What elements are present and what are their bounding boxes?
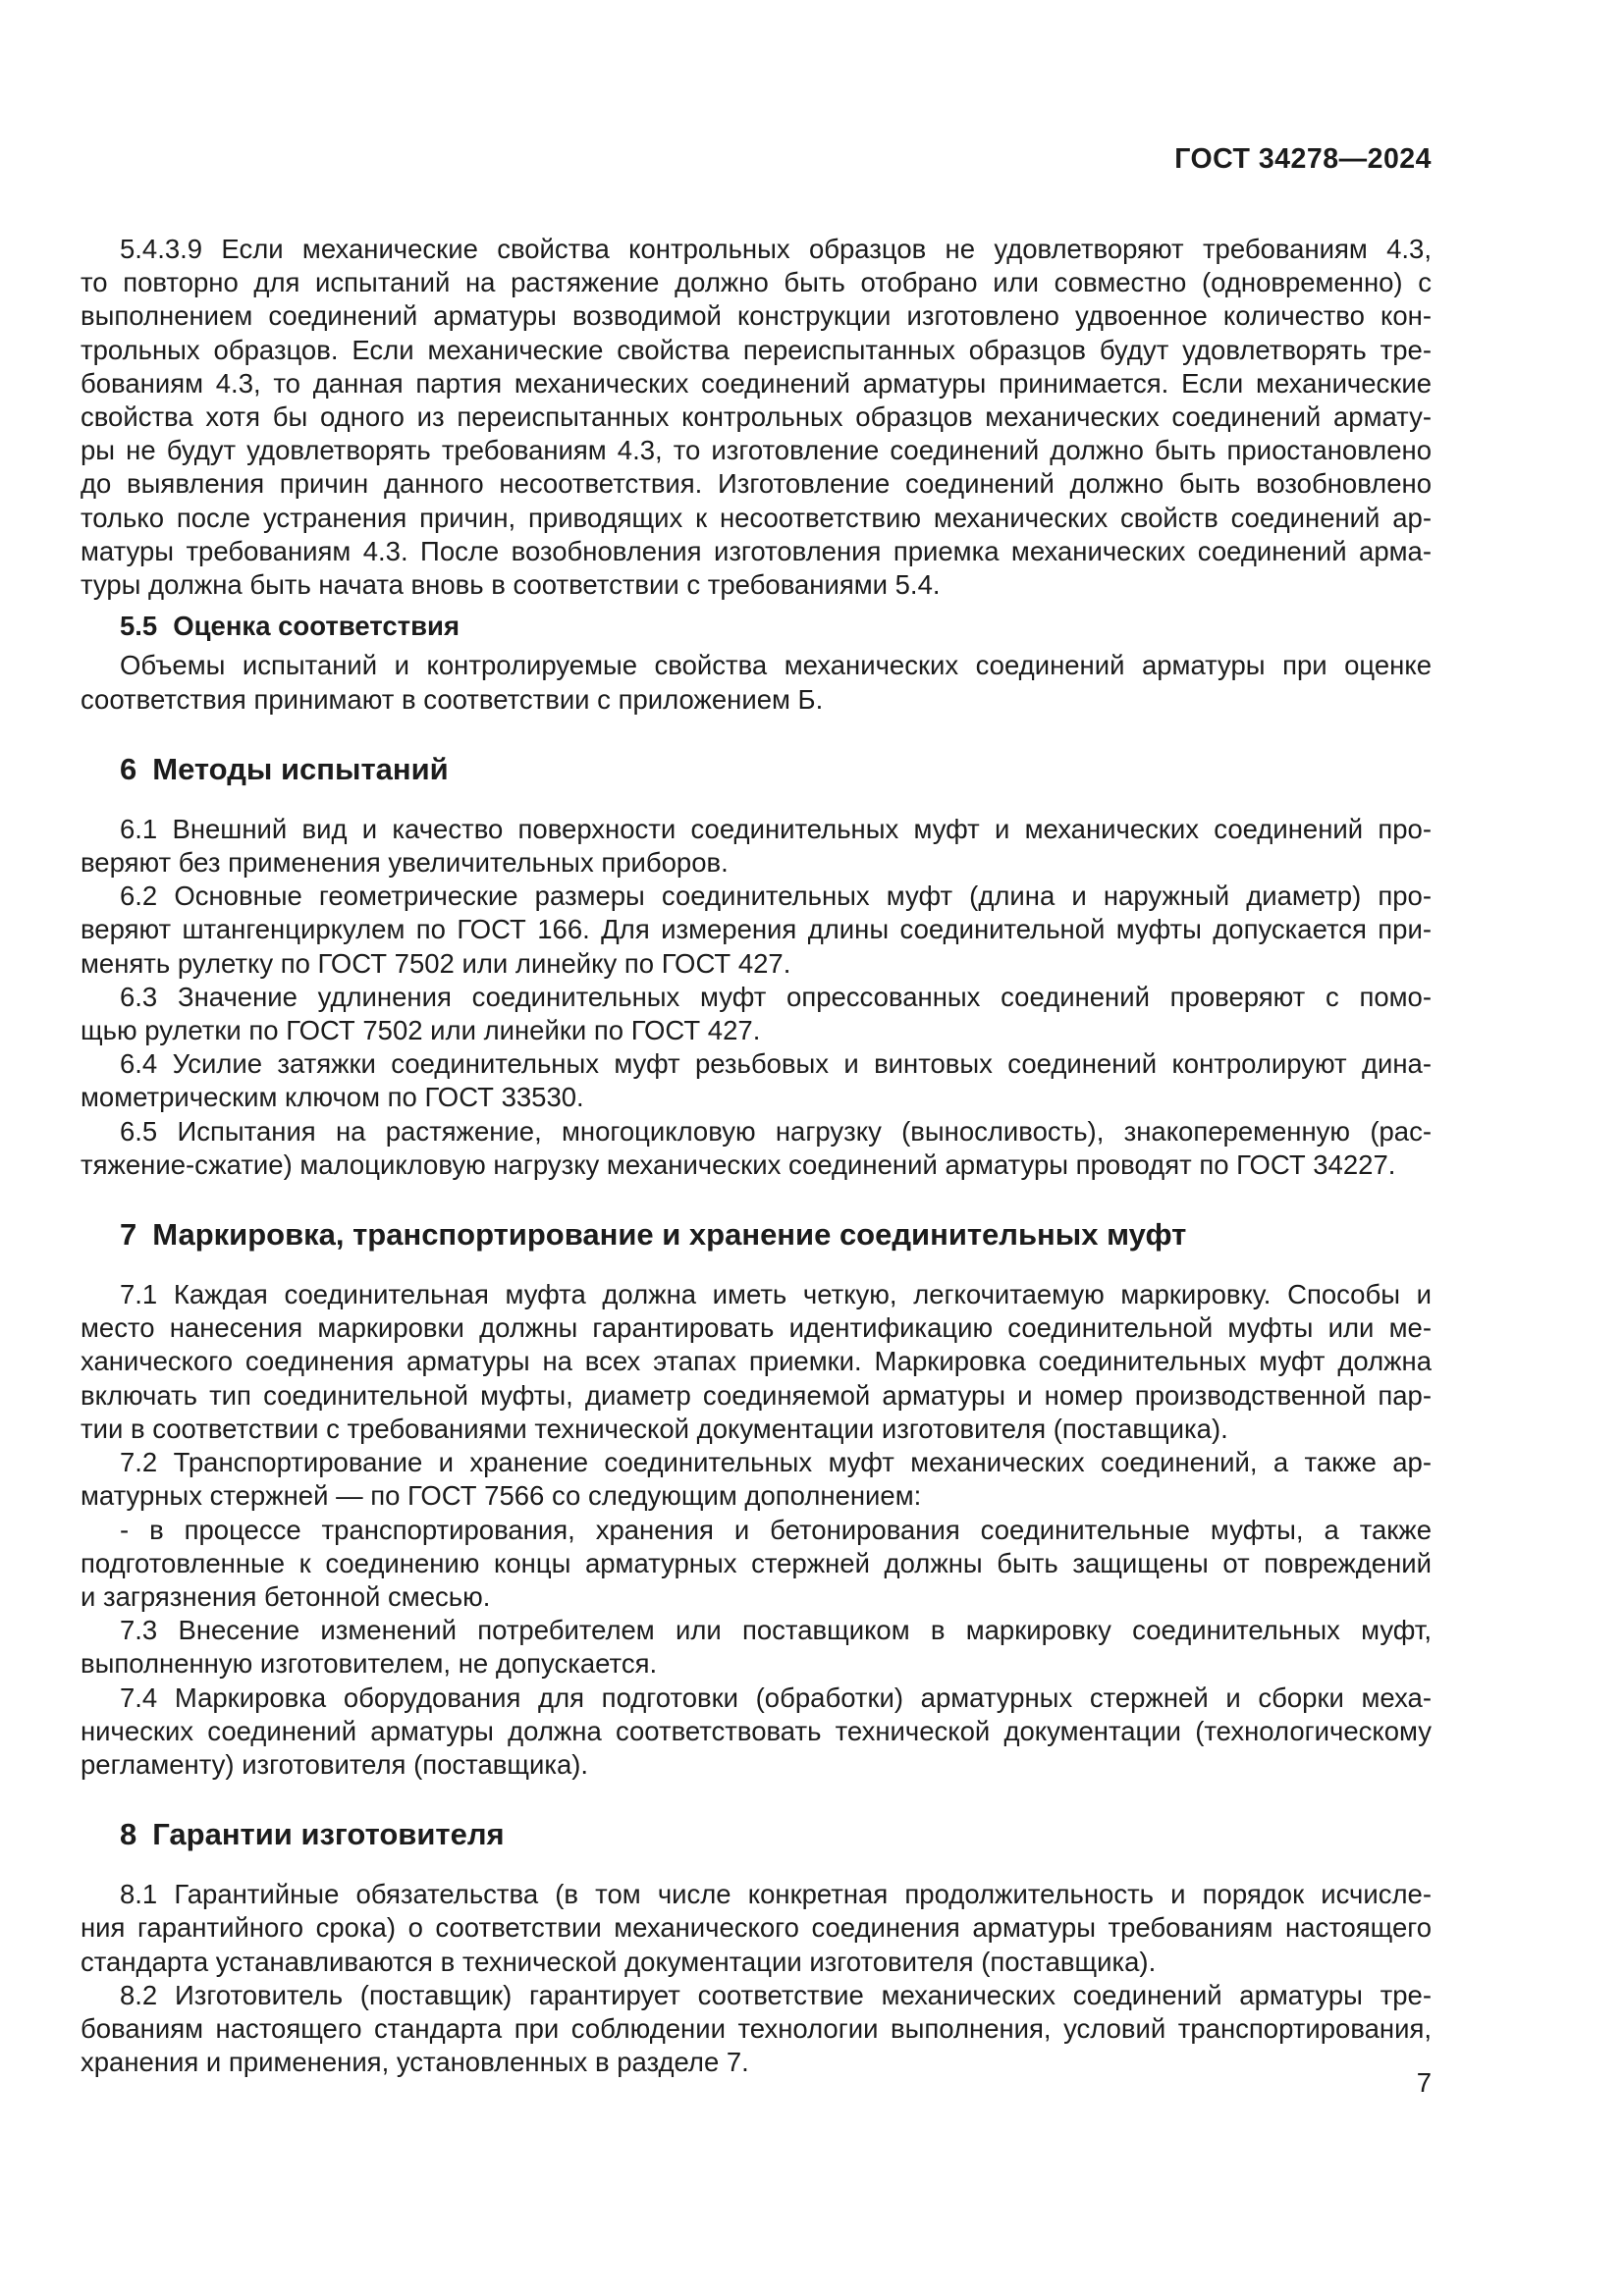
para-6-3-line-1: 6.3 Значение удлинения соединительных муфт опрессованных соединений проверяют с помо-	[120, 981, 1432, 1012]
para-7-2-dash	[81, 1514, 1432, 1615]
para-6-3	[81, 981, 1432, 1047]
document-code-header: ГОСТ 34278—2024	[1174, 143, 1432, 175]
para-7-3-line-1: 7.3 Внесение изменений потребителем или поставщиком в маркировку соединительных муфт,	[120, 1615, 1432, 1646]
para-7-3-line-2: выполненную изготовителем, не допускается.	[81, 1648, 658, 1680]
heading-8-title: Гарантии изготовителя	[152, 1817, 505, 1852]
para-5-4-3-9-line-1: 5.4.3.9 Если механические свойства контрольных образцов не удовлетворяют требованиям 4.3,	[120, 234, 1432, 264]
para-5-4-3-9-line-3: выполнением соединений арматуры возводимой конструкции изготовлено удвоенное количество кон-	[81, 300, 1432, 332]
para-7-4-line-2: нических соединений арматуры должна соответствовать технической документации (технологическому	[81, 1715, 1432, 1746]
para-5-5-body-line-1: Объемы испытаний и контролируемые свойства механических соединений арматуры при оценке	[120, 650, 1432, 681]
para-7-4-line-1: 7.4 Маркировка оборудования для подготовки (обработки) арматурных стержней и сборки меха-	[120, 1682, 1432, 1713]
para-5-4-3-9-line-4: трольных образцов. Если механические свойства переиспытанных образцов будут удовлетворять тре-	[81, 334, 1432, 365]
para-5-4-3-9-line-9: только после устранения причин, приводящих к несоответствию механических свойств соединений ар-	[81, 502, 1432, 533]
para-8-2	[81, 1979, 1432, 2080]
para-7-1-line-3: ханического соединения арматуры на всех этапах приемки. Маркировка соединительных муфт должна	[81, 1346, 1432, 1377]
heading-8	[120, 1815, 1432, 1854]
para-5-4-3-9-line-10: матуры требованиям 4.3. После возобновления изготовления приемка механических соединений арма-	[81, 535, 1432, 566]
para-7-1-line-2: место нанесения маркировки должны гарантировать идентификацию соединительной муфты или ме-	[81, 1312, 1432, 1344]
para-5-5-body	[81, 649, 1432, 716]
para-6-1	[81, 813, 1432, 880]
para-6-5	[81, 1115, 1432, 1182]
para-8-2-line-1: 8.2 Изготовитель (поставщик) гарантирует соответствие механических соединений арматуры тре-	[120, 1979, 1432, 2010]
para-6-2-line-2: веряют штангенциркулем по ГОСТ 166. Для измерения длины соединительной муфты допускается при-	[81, 914, 1432, 945]
heading-7-title: Маркировка, транспортирование и хранение соединительных муфт	[152, 1217, 1187, 1253]
para-5-4-3-9-line-5: бованиям 4.3, то данная партия механических соединений арматуры принимается. Если механические	[81, 367, 1432, 399]
para-8-2-line-3: хранения и применения, установленных в разделе 7.	[81, 2047, 749, 2078]
para-6-1-line-1: 6.1 Внешний вид и качество поверхности соединительных муфт и механических соединений про-	[120, 813, 1432, 844]
heading-6	[120, 750, 1432, 789]
para-8-1-line-1: 8.1 Гарантийные обязательства (в том числе конкретная продолжительность и порядок исчисле-	[120, 1879, 1432, 1910]
para-6-2	[81, 880, 1432, 981]
para-6-4	[81, 1047, 1432, 1114]
para-7-2-line-2: матурных стержней — по ГОСТ 7566 со следующим дополнением:	[81, 1480, 922, 1512]
para-8-1	[81, 1878, 1432, 1979]
para-6-2-line-1: 6.2 Основные геометрические размеры соединительных муфт (длина и наружный диаметр) про-	[120, 881, 1432, 912]
para-7-2-dash-line-3: и загрязнения бетонной смесью.	[81, 1580, 491, 1612]
heading-7	[120, 1215, 1432, 1255]
para-8-1-line-2: ния гарантийного срока) о соответствии механического соединения арматуры требованиям настоящего	[81, 1912, 1432, 1944]
para-7-1-line-4: включать тип соединительной муфты, диаметр соединяемой арматуры и номер производственной пар-	[81, 1379, 1432, 1411]
para-7-2-dash-line-2: подготовленные к соединению концы арматурных стержней должны быть защищены от повреждений	[81, 1547, 1432, 1578]
para-6-3-line-2: щью рулетки по ГОСТ 7502 или линейки по ГОСТ 427.	[81, 1015, 761, 1046]
heading-7-number: 7	[120, 1217, 137, 1253]
para-8-1-line-3: стандарта устанавливаются в технической документации изготовителя (поставщика).	[81, 1946, 1157, 1977]
heading-6-number: 6	[120, 751, 137, 786]
para-5-4-3-9-line-7: ры не будут удовлетворять требованиям 4.3, то изготовление соединений должно быть приостановлено	[81, 435, 1432, 466]
heading-5-5-title: Оценка соответствия	[173, 611, 460, 642]
para-7-3	[81, 1614, 1432, 1681]
heading-6-title: Методы испытаний	[152, 751, 449, 786]
para-8-2-line-2: бованиям настоящего стандарта при соблюдении технологии выполнения, условий транспортирования,	[81, 2012, 1432, 2044]
para-5-4-3-9-line-6: свойства хотя бы одного из переиспытанных контрольных образцов механических соединений армату-	[81, 401, 1432, 433]
para-5-4-3-9	[81, 233, 1432, 602]
para-6-5-line-2: тяжение-сжатие) малоцикловую нагрузку механических соединений арматуры проводят по ГОСТ 34227.	[81, 1148, 1396, 1180]
para-6-4-line-2: мометрическим ключом по ГОСТ 33530.	[81, 1082, 584, 1113]
para-5-4-3-9-line-8: до выявления причин данного несоответствия. Изготовление соединений должно быть возобновлено	[81, 468, 1432, 500]
para-5-5-body-line-2: соответствия принимают в соответствии с приложением Б.	[81, 683, 824, 715]
para-6-5-line-1: 6.5 Испытания на растяжение, многоцикловую нагрузку (выносливость), знакопеременную (рас-	[120, 1115, 1432, 1147]
para-6-2-line-3: менять рулетку по ГОСТ 7502 или линейку по ГОСТ 427.	[81, 947, 791, 979]
para-7-4-line-3: регламенту) изготовителя (поставщика).	[81, 1748, 589, 1780]
heading-5-5-number: 5.5	[120, 611, 158, 642]
heading-5-5	[120, 610, 1432, 643]
heading-8-number: 8	[120, 1817, 137, 1852]
para-5-4-3-9-line-2: то повторно для испытаний на растяжение должно быть отобрано или совместно (одновременно) с	[81, 267, 1432, 298]
para-7-1-line-5: тии в соответствии с требованиями технической документации изготовителя (поставщика).	[81, 1413, 1228, 1444]
para-6-4-line-1: 6.4 Усилие затяжки соединительных муфт резьбовых и винтовых соединений контролируют дина-	[120, 1048, 1432, 1080]
para-7-2	[81, 1446, 1432, 1513]
para-7-1-line-1: 7.1 Каждая соединительная муфта должна иметь четкую, легкочитаемую маркировку. Способы и	[120, 1279, 1432, 1310]
page-number: 7	[1416, 2067, 1432, 2098]
para-7-1	[81, 1278, 1432, 1446]
para-6-1-line-2: веряют без применения увеличительных приборов.	[81, 847, 729, 879]
para-5-4-3-9-line-11: туры должна быть начата вновь в соответствии с требованиями 5.4.	[81, 569, 941, 601]
para-7-2-dash-line-1: - в процессе транспортирования, хранения и бетонирования соединительные муфты, а также	[120, 1514, 1432, 1545]
document-content	[81, 142, 1432, 2079]
para-7-4	[81, 1682, 1432, 1783]
para-7-2-line-1: 7.2 Транспортирование и хранение соединительных муфт механических соединений, а также ар-	[120, 1447, 1432, 1478]
